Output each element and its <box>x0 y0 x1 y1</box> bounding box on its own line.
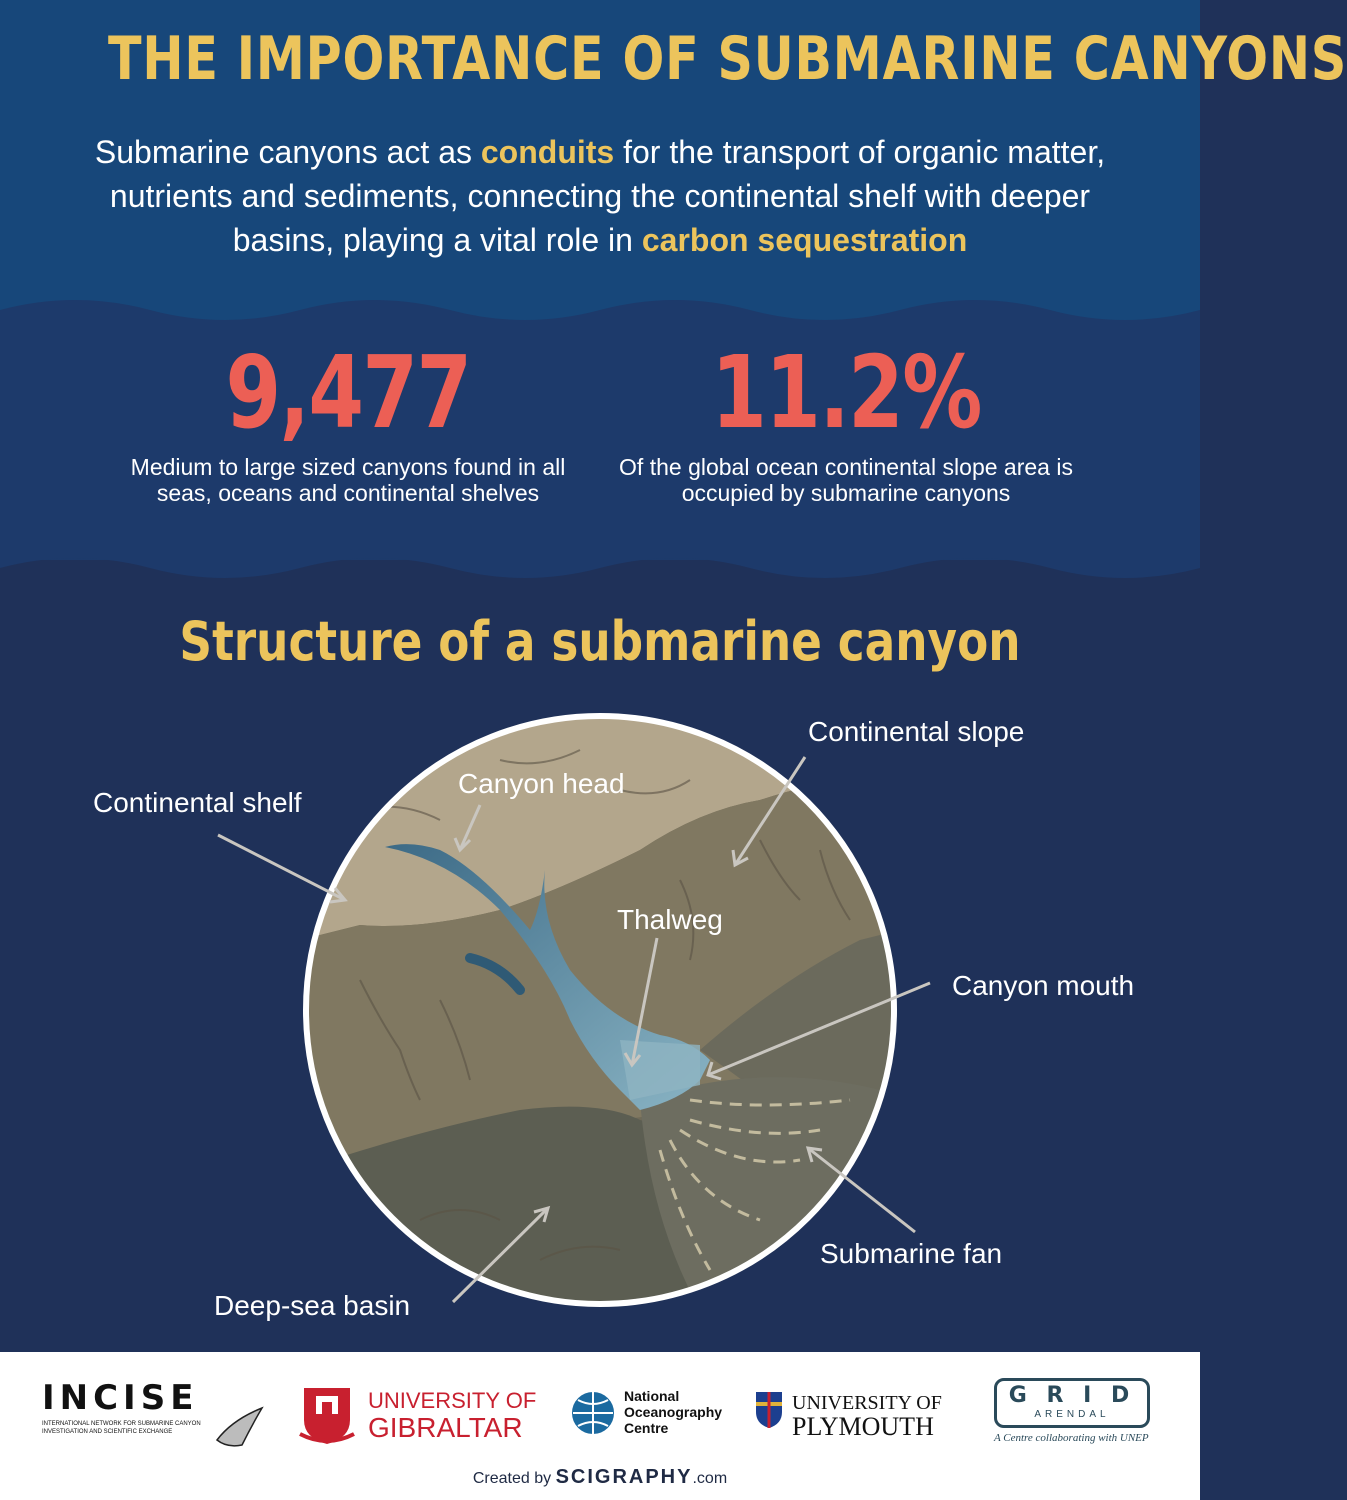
grid-tagline: A Centre collaborating with UNEP <box>994 1432 1149 1444</box>
intro-part-2: for the transport of organic matter, nutrients and sediments, connecting the continental shelf with deeper basins, playing a vital role in <box>109 134 1106 258</box>
credit-line <box>0 1466 1200 1489</box>
gibraltar-line-1: UNIVERSITY OF <box>368 1388 537 1413</box>
label-continental-slope: Continental slope <box>808 716 1025 747</box>
credit-brand: SCIGRAPHY <box>555 1466 693 1488</box>
intro-highlight-conduits: conduits <box>480 134 615 170</box>
plymouth-line-2: PLYMOUTH <box>792 1412 934 1441</box>
incise-canyon-icon <box>212 1400 272 1450</box>
label-canyon-mouth: Canyon mouth <box>952 970 1135 1001</box>
gibraltar-logo <box>296 1382 536 1448</box>
grid-arendal-logo <box>994 1378 1164 1450</box>
stat-description: Of the global ocean continental slope area is occupied by submarine canyons <box>619 454 1073 506</box>
globe-icon <box>568 1388 618 1438</box>
noc-line-3: Centre <box>624 1420 669 1436</box>
label-continental-shelf: Continental shelf <box>93 787 302 818</box>
intro-text <box>60 130 1140 262</box>
intro-highlight-carbon: carbon sequestration <box>641 222 968 258</box>
label-canyon-head: Canyon head <box>458 768 625 799</box>
incise-subtitle: INTERNATIONAL NETWORK FOR SUBMARINE CANYON INVESTIGATION AND SCIENTIFIC EXCHANGE <box>42 1421 201 1435</box>
grid-sub: ARENDAL <box>1034 1409 1110 1420</box>
intro-part-1: Submarine canyons act as <box>94 134 481 170</box>
credit-prefix: Created by <box>472 1470 556 1487</box>
page-title: THE IMPORTANCE OF SUBMARINE CANYONS <box>108 24 1347 94</box>
wave-divider-bottom <box>0 548 1200 588</box>
plymouth-line-1: UNIVERSITY OF <box>792 1392 942 1414</box>
label-thalweg: Thalweg <box>617 904 723 935</box>
incise-name: INCISE <box>42 1378 199 1418</box>
noc-line-1: National <box>624 1388 680 1404</box>
grid-name: G R I D <box>1008 1383 1136 1408</box>
stat-value: 11.2% <box>711 334 981 451</box>
noc-line-2: Oceanography <box>624 1404 723 1420</box>
incise-logo <box>42 1380 272 1450</box>
stat-description: Medium to large sized canyons found in all seas, oceans and continental shelves <box>130 454 566 506</box>
plymouth-logo <box>754 1390 954 1440</box>
gibraltar-line-2: GIBRALTAR <box>368 1412 523 1443</box>
credit-suffix: .com <box>692 1470 728 1487</box>
noc-logo <box>568 1388 738 1444</box>
label-deep-sea-basin: Deep-sea basin <box>214 1290 411 1321</box>
stat-slope-area <box>616 334 1076 506</box>
plymouth-shield-icon <box>754 1390 784 1430</box>
gibraltar-crest-icon <box>296 1382 358 1448</box>
stat-canyon-count <box>118 334 578 506</box>
structure-title: Structure of a submarine canyon <box>179 610 1021 673</box>
label-submarine-fan: Submarine fan <box>820 1238 1003 1269</box>
stat-value: 9,477 <box>225 334 471 451</box>
